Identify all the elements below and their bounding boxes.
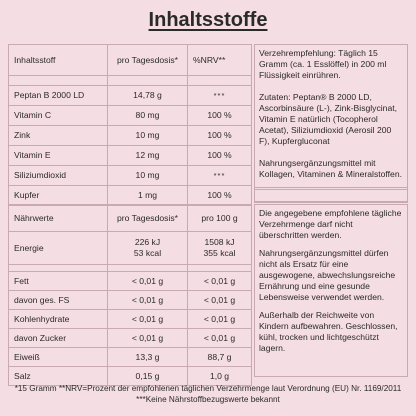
table-row bbox=[9, 291, 252, 310]
table-row bbox=[9, 106, 252, 126]
ingredient-name: Siliziumdioxid bbox=[9, 166, 108, 186]
ingredient-dose: 80 mg bbox=[108, 106, 188, 126]
nutrient-per100: < 0,01 g bbox=[188, 272, 252, 291]
nutrient-name: davon Zucker bbox=[9, 329, 108, 348]
product-box bbox=[254, 157, 408, 203]
nutrient-dose: < 0,01 g bbox=[108, 272, 188, 291]
energy-dose-kj: 226 kJ bbox=[134, 237, 161, 247]
ingredient-dose: 12 mg bbox=[108, 146, 188, 166]
ingredient-name: Zink bbox=[9, 126, 108, 146]
nutrient-dose: 13,3 g bbox=[108, 348, 188, 367]
header-cell: pro Tagesdosis* bbox=[108, 45, 188, 76]
nutrient-name: Fett bbox=[9, 272, 108, 291]
nutrient-name: Eiweiß bbox=[9, 348, 108, 367]
ingredient-nrv: 100 % bbox=[188, 126, 252, 146]
table-row bbox=[9, 146, 252, 166]
ingredient-dose: 14,78 g bbox=[108, 86, 188, 106]
warning-text-diet: Nahrungsergänzungsmittel dürfen nicht als Ersatz für eine ausgewogene, abwechslungsreiche Ernährung und eine gesunde Lebensweise verwendet werden. bbox=[259, 248, 396, 302]
ingredient-nrv: *** bbox=[188, 86, 252, 106]
ingredient-name: Kupfer bbox=[9, 186, 108, 206]
nutrient-dose: < 0,01 g bbox=[108, 329, 188, 348]
header-cell: %NRV** bbox=[188, 45, 252, 76]
nutrient-name: davon ges. FS bbox=[9, 291, 108, 310]
energy-per100 bbox=[188, 232, 252, 265]
nutrient-name: Energie bbox=[9, 232, 108, 265]
header-cell: pro Tagesdosis* bbox=[108, 205, 188, 232]
ingredients-table bbox=[8, 44, 252, 206]
table-header-row bbox=[9, 205, 252, 232]
ingredients-list: Zutaten: Peptan® B 2000 LD, Ascorbinsäure (L-), Zink-Bisglycinat, Vitamin E natürlich (Tocopherol Acetat), Siliziumdioxid (Aerosil 200 F), Kupfergluconat bbox=[259, 92, 398, 146]
ingredient-dose: 10 mg bbox=[108, 126, 188, 146]
dosage-recommendation: Verzehrempfehlung: Täglich 15 Gramm (ca. 1 Esslöffel) in 200 ml Flüssigkeit einrühren. bbox=[259, 48, 387, 80]
header-cell: Inhaltsstoff bbox=[9, 45, 108, 76]
ingredient-dose: 1 mg bbox=[108, 186, 188, 206]
warning-text-storage: Außerhalb der Reichweite von Kindern aufbewahren. Geschlossen, kühl, trocken und lichtgeschützt lagern. bbox=[259, 310, 398, 353]
table-row bbox=[9, 186, 252, 206]
nutrient-per100: < 0,01 g bbox=[188, 291, 252, 310]
warning-box bbox=[254, 204, 408, 377]
table-row bbox=[9, 166, 252, 186]
ingredient-nrv: *** bbox=[188, 166, 252, 186]
ingredient-name: Peptan B 2000 LD bbox=[9, 86, 108, 106]
energy-per100-kj: 1508 kJ bbox=[204, 237, 235, 247]
warning-text-dosage: Die angegebene empfohlene tägliche Verzehrmenge darf nicht überschritten werden. bbox=[259, 208, 402, 240]
nutrient-per100: 88,7 g bbox=[188, 348, 252, 367]
ingredient-name: Vitamin E bbox=[9, 146, 108, 166]
nutrient-dose: < 0,01 g bbox=[108, 310, 188, 329]
table-row bbox=[9, 272, 252, 291]
table-header-row bbox=[9, 45, 252, 76]
nutrient-per100: < 0,01 g bbox=[188, 329, 252, 348]
energy-dose-kcal: 53 kcal bbox=[133, 248, 162, 258]
nutrition-table bbox=[8, 204, 252, 386]
nutrient-dose: < 0,01 g bbox=[108, 291, 188, 310]
nutrient-per100: 1,0 g bbox=[188, 367, 252, 386]
ingredient-name: Vitamin C bbox=[9, 106, 108, 126]
nutrient-per100: < 0,01 g bbox=[188, 310, 252, 329]
table-row bbox=[9, 126, 252, 146]
product-description: Nahrungsergänzungsmittel mit Kollagen, Vitaminen & Mineralstoffen. bbox=[259, 158, 402, 179]
energy-dose bbox=[108, 232, 188, 265]
ingredient-nrv: 100 % bbox=[188, 106, 252, 126]
header-cell: pro 100 g bbox=[188, 205, 252, 232]
footnote: *15 Gramm **NRV=Prozent der empfohlenen täglichen Verzehrmenge laut Verordnung (EU) Nr. 1169/2011 ***Keine Nährstoffbezugswerte bekannt bbox=[14, 384, 402, 404]
nutrient-dose: 0,15 g bbox=[108, 367, 188, 386]
table-row bbox=[9, 310, 252, 329]
table-row-energy bbox=[9, 232, 252, 265]
energy-per100-kcal: 355 kcal bbox=[203, 248, 236, 258]
ingredient-nrv: 100 % bbox=[188, 146, 252, 166]
header-cell: Nährwerte bbox=[9, 205, 108, 232]
table-row bbox=[9, 86, 252, 106]
nutrient-name: Salz bbox=[9, 367, 108, 386]
ingredient-nrv: 100 % bbox=[188, 186, 252, 206]
table-row bbox=[9, 329, 252, 348]
ingredient-dose: 10 mg bbox=[108, 166, 188, 186]
nutrient-name: Kohlenhydrate bbox=[9, 310, 108, 329]
table-row bbox=[9, 348, 252, 367]
page-title: Inhaltsstoffe bbox=[148, 9, 268, 31]
